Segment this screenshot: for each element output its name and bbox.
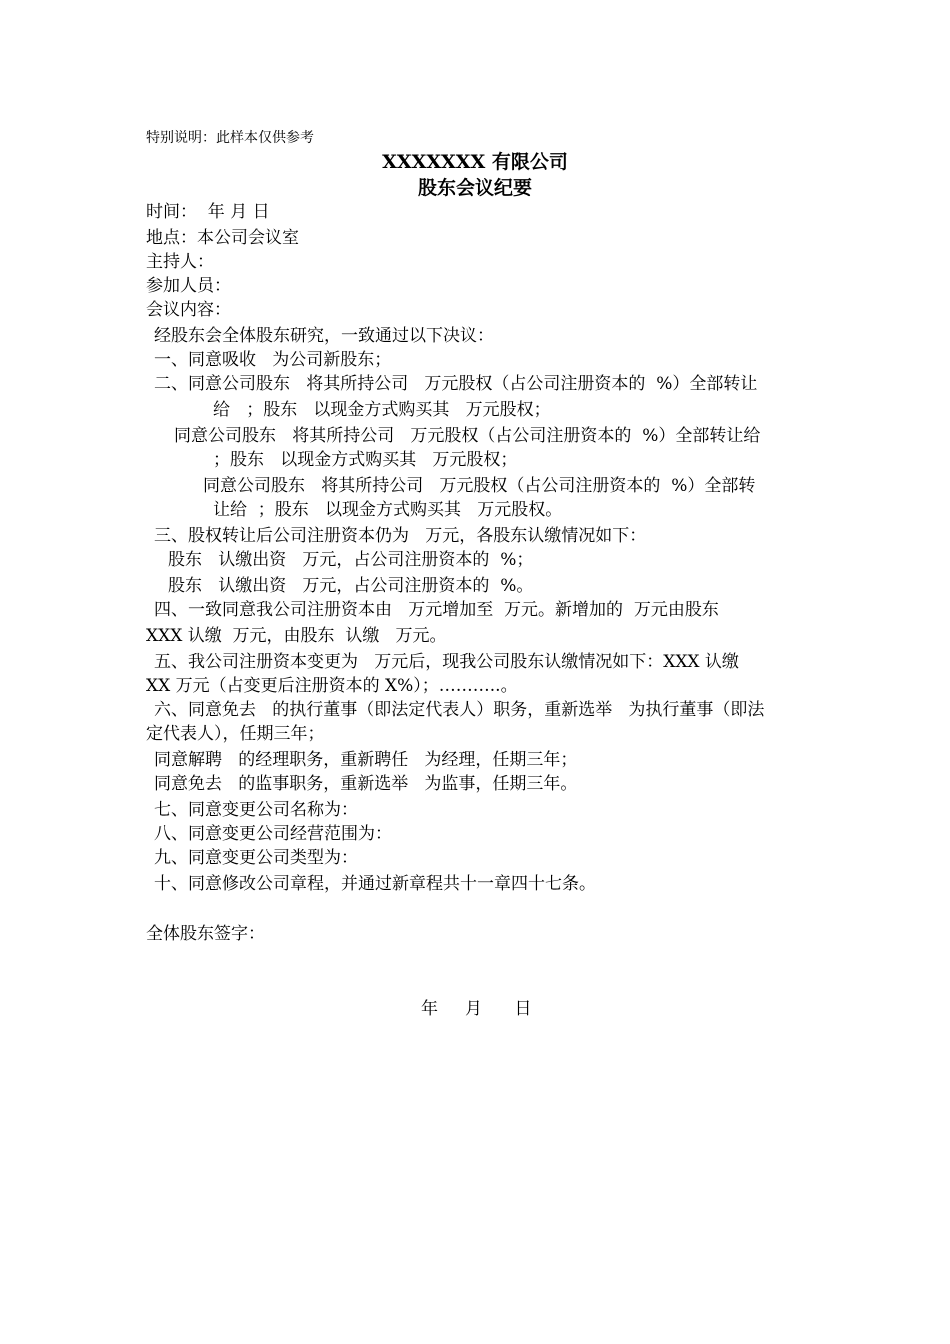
- meeting-host: 主持人：: [146, 252, 214, 272]
- resolution-4-line: 四、一致同意我公司注册资本由 万元增加至 万元。新增加的 万元由股东: [154, 600, 719, 620]
- resolution-3-line: 股东 认缴出资 万元，占公司注册资本的 %。: [168, 576, 534, 596]
- resolution-6-line: 同意免去 的监事职务，重新选举 为监事，任期三年。: [154, 774, 578, 794]
- reference-note: 特别说明：此样本仅供参考: [146, 130, 314, 146]
- resolution-6-line: 六、同意免去 的执行董事（即法定代表人）职务，重新选举 为执行董事（即法: [154, 700, 765, 720]
- resolution-7: 七、同意变更公司名称为：: [154, 800, 358, 820]
- resolution-6-line: 定代表人），任期三年；: [146, 724, 325, 744]
- signing-date: 年 月 日: [421, 999, 532, 1019]
- meeting-content-label: 会议内容：: [146, 300, 231, 320]
- resolution-2-line: ；股东 以现金方式购买其 万元股权；: [213, 450, 518, 470]
- resolution-3-line: 股东 认缴出资 万元，占公司注册资本的 %；: [168, 550, 534, 570]
- document-title: 股东会议纪要: [417, 177, 532, 199]
- company-name: XXXXXXX 有限公司: [382, 151, 568, 173]
- resolution-4-line: XXX 认缴 万元，由股东 认缴 万元。: [146, 626, 447, 646]
- resolution-2-line: 二、同意公司股东 将其所持公司 万元股权（占公司注册资本的 %）全部转让: [154, 374, 758, 394]
- meeting-attendees: 参加人员：: [146, 276, 231, 296]
- resolution-3: 三、股权转让后公司注册资本仍为 万元，各股东认缴情况如下：: [154, 526, 647, 546]
- meeting-place: 地点：本公司会议室: [146, 228, 299, 248]
- resolution-2-line: 给 ；股东 以现金方式购买其 万元股权；: [213, 400, 551, 420]
- resolution-5-line: XX 万元（占变更后注册资本的 X%）；………..。: [146, 676, 518, 696]
- meeting-time: 时间： 年 月 日: [146, 202, 270, 222]
- resolution-5-line: 五、我公司注册资本变更为 万元后，现我公司股东认缴情况如下：XXX 认缴: [154, 652, 739, 672]
- signature-label: 全体股东签字：: [146, 924, 265, 944]
- resolution-2-line: 同意公司股东 将其所持公司 万元股权（占公司注册资本的 %）全部转让给: [174, 426, 761, 446]
- resolution-2-line: 同意公司股东 将其所持公司 万元股权（占公司注册资本的 %）全部转: [203, 476, 756, 496]
- resolution-10: 十、同意修改公司章程，并通过新章程共十一章四十七条。: [154, 874, 596, 894]
- resolution-2-line: 让给 ；股东 以现金方式购买其 万元股权。: [213, 500, 563, 520]
- resolution-1: 一、同意吸收 为公司新股东；: [154, 350, 392, 370]
- resolution-6-line: 同意解聘 的经理职务，重新聘任 为经理，任期三年；: [154, 750, 578, 770]
- resolution-8: 八、同意变更公司经营范围为：: [154, 824, 392, 844]
- resolution-9: 九、同意变更公司类型为：: [154, 848, 358, 868]
- resolution-intro: 经股东会全体股东研究，一致通过以下决议：: [154, 326, 494, 346]
